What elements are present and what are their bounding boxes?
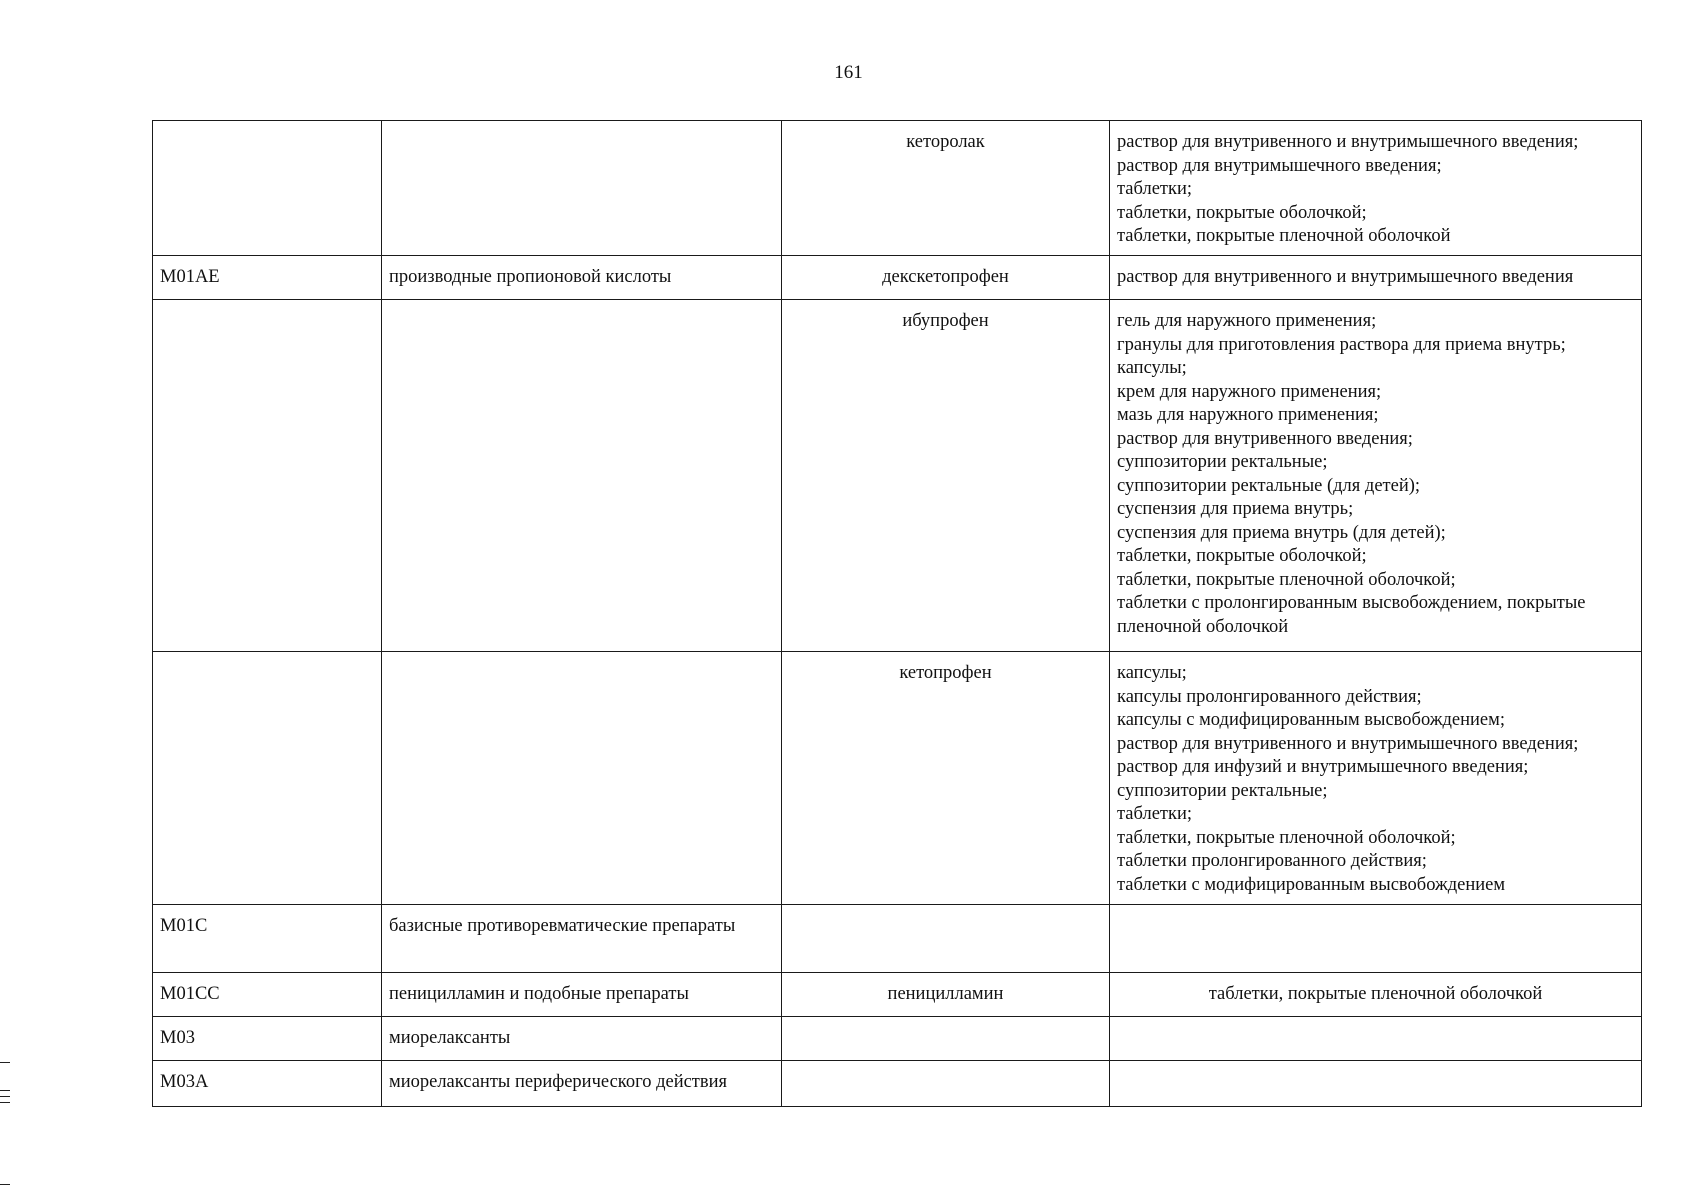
dosage-form-line: раствор для внутривенного и внутримышечного введения	[1117, 267, 1574, 287]
atc-code-cell: M01AE	[153, 256, 382, 300]
group-name-cell	[382, 121, 782, 256]
group-name-cell	[382, 300, 782, 652]
dosage-form-line: капсулы с модифицированным высвобождением;	[1117, 710, 1505, 730]
dosage-forms-cell	[1110, 1061, 1642, 1107]
drug-table	[152, 120, 1642, 1107]
page-number: 161	[834, 62, 863, 83]
group-name-cell: пеницилламин и подобные препараты	[382, 973, 782, 1017]
dosage-form-line: раствор для внутривенного введения;	[1117, 428, 1413, 449]
drug-name-cell: декскетопрофен	[782, 256, 1110, 300]
dosage-forms-cell	[1110, 300, 1642, 652]
drug-name-cell: пеницилламин	[782, 973, 1110, 1017]
dosage-form-line: раствор для внутримышечного введения;	[1117, 155, 1442, 176]
dosage-forms-cell	[1110, 652, 1642, 905]
dosage-form-line: суппозитории ректальные;	[1117, 780, 1328, 801]
dosage-form-line: суспензия для приема внутрь;	[1117, 499, 1354, 519]
table-row	[153, 1017, 1642, 1061]
scan-margin-mark	[0, 1184, 10, 1185]
dosage-form-line: суппозитории ректальные (для детей);	[1117, 475, 1421, 496]
dosage-form-line: таблетки;	[1117, 179, 1193, 199]
drug-name-cell: кеторолак	[782, 121, 1110, 256]
dosage-form-line: таблетки, покрытые оболочкой;	[1117, 202, 1367, 223]
dosage-form-line: крем для наружного применения;	[1117, 381, 1382, 402]
dosage-form-line: таблетки с модифицированным высвобождением	[1117, 874, 1506, 895]
dosage-forms-cell	[1110, 256, 1642, 300]
dosage-form-line: капсулы;	[1117, 663, 1187, 683]
dosage-form-line: раствор для внутривенного и внутримышечного введения;	[1117, 132, 1579, 152]
scan-margin-mark	[0, 1102, 10, 1103]
dosage-form-line: капсулы пролонгированного действия;	[1117, 686, 1422, 707]
table-row	[153, 300, 1642, 652]
table-row	[153, 256, 1642, 300]
drug-name-cell	[782, 905, 1110, 973]
dosage-form-line: таблетки с пролонгированным высвобождением, покрытые пленочной оболочкой	[1117, 593, 1586, 637]
atc-code-cell	[153, 652, 382, 905]
dosage-form-line: таблетки, покрытые пленочной оболочкой;	[1117, 827, 1456, 848]
dosage-forms-cell	[1110, 121, 1642, 256]
drug-name-cell	[782, 1017, 1110, 1061]
dosage-form-line: таблетки;	[1117, 804, 1193, 824]
atc-code-cell	[153, 121, 382, 256]
dosage-forms-cell	[1110, 905, 1642, 973]
drug-name-cell: кетопрофен	[782, 652, 1110, 905]
dosage-form-line: раствор для инфузий и внутримышечного введения;	[1117, 757, 1529, 777]
atc-code-cell: M03	[153, 1017, 382, 1061]
dosage-form-line: таблетки пролонгированного действия;	[1117, 851, 1427, 871]
group-name-cell	[382, 652, 782, 905]
table-row	[153, 652, 1642, 905]
atc-code-cell: M03A	[153, 1061, 382, 1107]
dosage-form-line: раствор для внутривенного и внутримышечного введения;	[1117, 733, 1579, 754]
atc-code-cell: M01C	[153, 905, 382, 973]
dosage-form-line: суппозитории ректальные;	[1117, 452, 1328, 472]
dosage-forms-cell	[1110, 973, 1642, 1017]
group-name-cell: миорелаксанты	[382, 1017, 782, 1061]
scan-margin-mark	[0, 1096, 10, 1097]
dosage-form-line: таблетки, покрытые оболочкой;	[1117, 546, 1367, 566]
dosage-forms-cell	[1110, 1017, 1642, 1061]
table-row	[153, 973, 1642, 1017]
dosage-form-line: таблетки, покрытые пленочной оболочкой;	[1117, 569, 1456, 590]
atc-code-cell	[153, 300, 382, 652]
group-name-cell: производные пропионовой кислоты	[382, 256, 782, 300]
drug-name-cell: ибупрофен	[782, 300, 1110, 652]
table-row	[153, 1061, 1642, 1107]
table-row	[153, 121, 1642, 256]
dosage-form-line: мазь для наружного применения;	[1117, 405, 1379, 425]
group-name-cell: миорелаксанты периферического действия	[382, 1061, 782, 1107]
dosage-form-line: гранулы для приготовления раствора для приема внутрь;	[1117, 334, 1566, 355]
dosage-form-line: таблетки, покрытые пленочной оболочкой	[1208, 984, 1543, 1004]
dosage-form-line: капсулы;	[1117, 358, 1187, 378]
atc-code-cell: M01CC	[153, 973, 382, 1017]
drug-name-cell	[782, 1061, 1110, 1107]
dosage-form-line: гель для наружного применения;	[1117, 311, 1377, 331]
dosage-form-line: суспензия для приема внутрь (для детей);	[1117, 522, 1446, 543]
table-row	[153, 905, 1642, 973]
scan-margin-mark	[0, 1090, 10, 1091]
group-name-cell: базисные противоревматические препараты	[382, 905, 782, 973]
scan-margin-mark	[0, 1062, 10, 1063]
dosage-form-line: таблетки, покрытые пленочной оболочкой	[1117, 226, 1451, 246]
